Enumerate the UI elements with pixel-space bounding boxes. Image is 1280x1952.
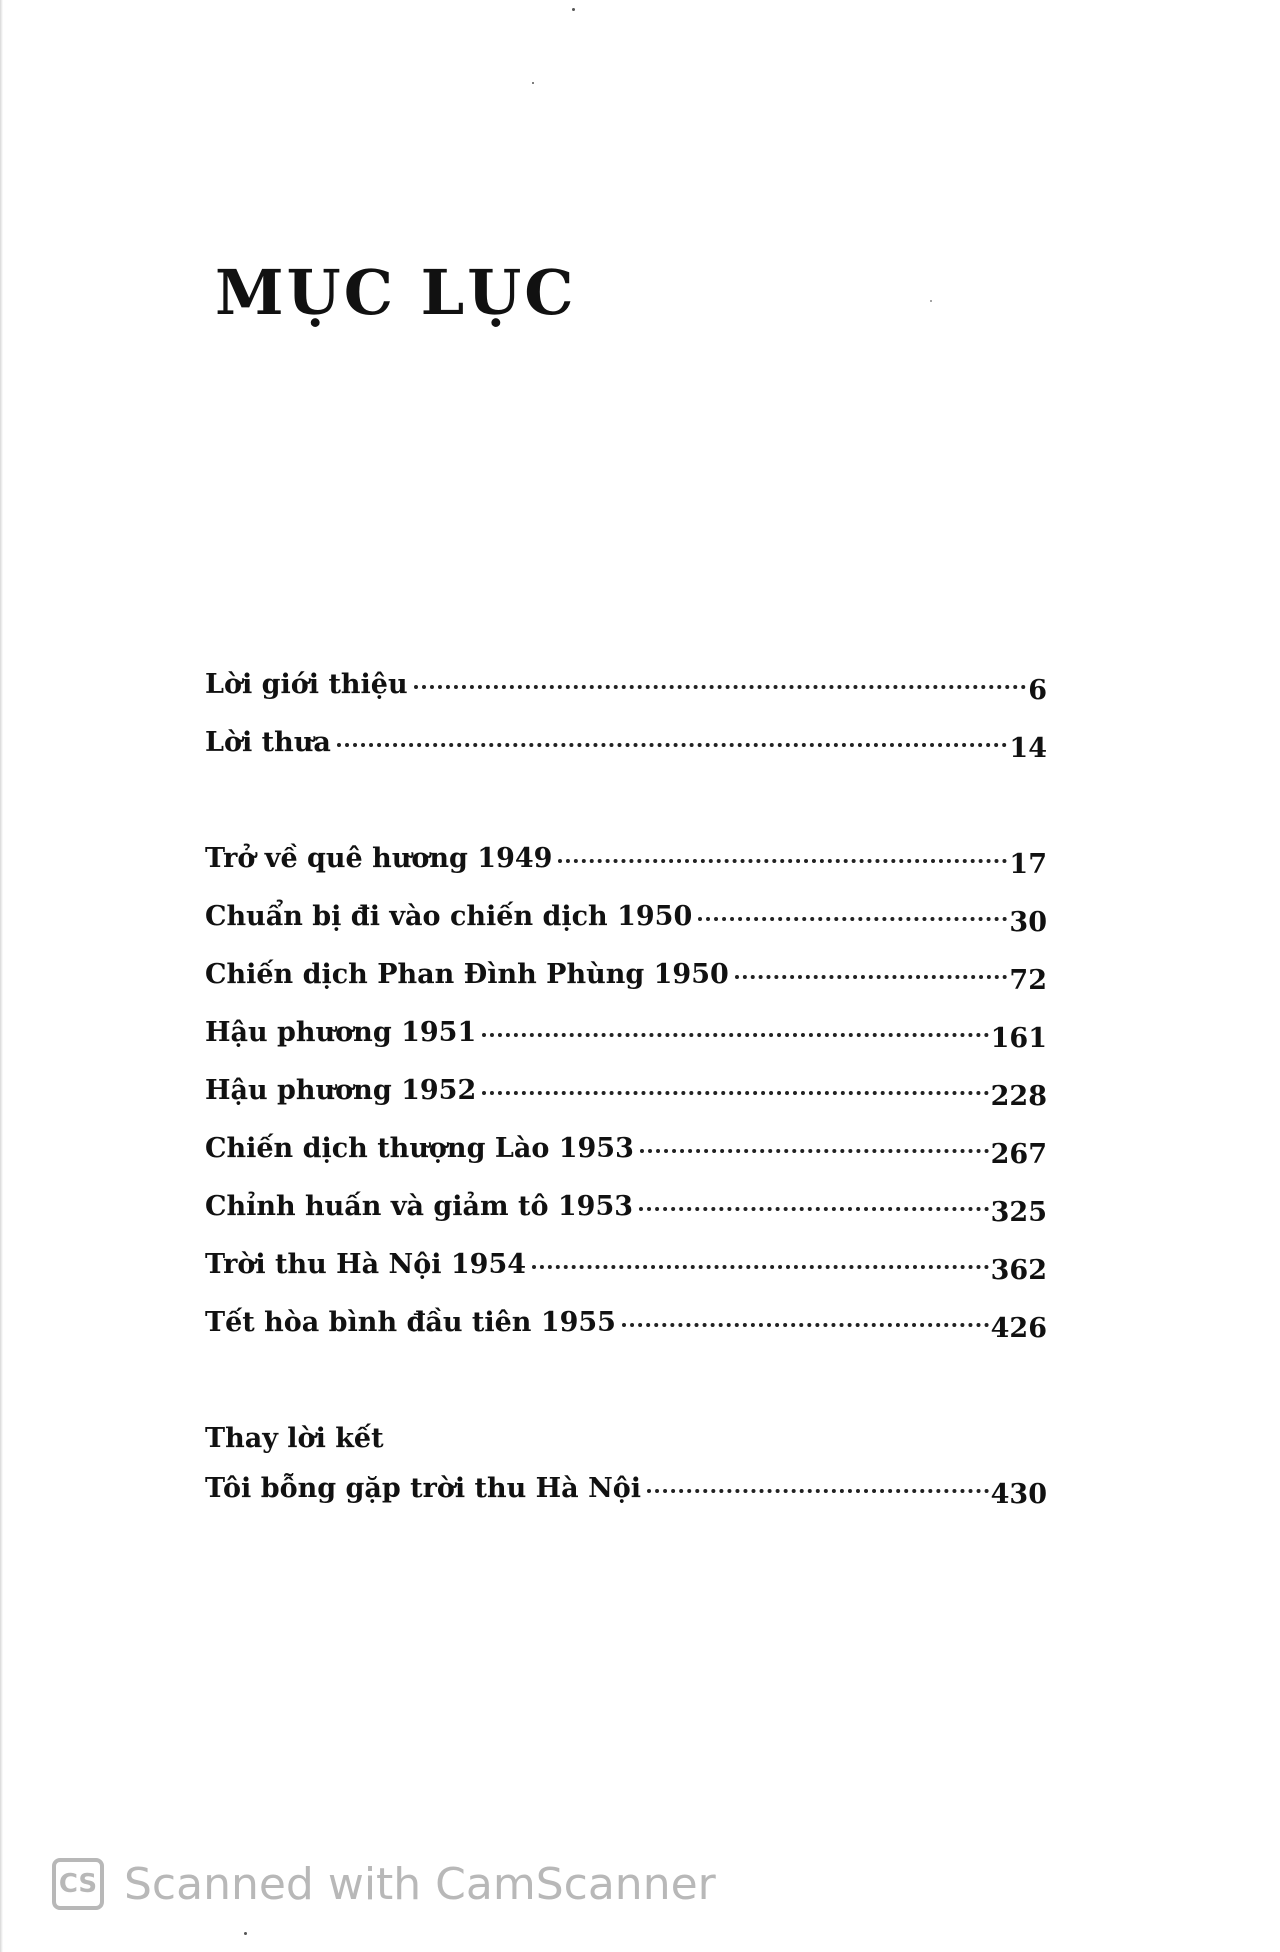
toc-entry-chapter-4 [205, 1016, 1047, 1054]
toc-entry-chapter-5 [205, 1074, 1047, 1112]
toc-entry-label: Tôi bỗng gặp trời thu Hà Nội [205, 1473, 642, 1504]
toc-entry-page: 14 [1009, 733, 1047, 764]
toc-entry-page: 72 [1009, 965, 1047, 996]
toc-entry-label: Lời thưa [205, 727, 331, 758]
toc-entry-page: 426 [990, 1313, 1047, 1344]
toc-entry-chapter-9 [205, 1306, 1047, 1344]
toc-entry-label: Hậu phương 1951 [205, 1017, 477, 1048]
toc-entry-label: Chiến dịch Phan Đình Phùng 1950 [205, 959, 729, 990]
toc-dot-leader [639, 1207, 989, 1211]
toc-entry-chapter-7 [205, 1190, 1047, 1228]
toc-entry-page: 17 [1009, 849, 1047, 880]
toc-entry-chapter-3 [205, 958, 1047, 996]
toc-dot-leader [698, 917, 1007, 921]
toc-entry-label: Chuẩn bị đi vào chiến dịch 1950 [205, 901, 693, 932]
toc-dot-leader [647, 1489, 989, 1493]
toc-entry-page: 30 [1009, 907, 1047, 938]
toc-epilogue-heading: Thay lời kết [205, 1423, 384, 1454]
toc-entry-intro [205, 668, 1047, 706]
toc-entry-foreword [205, 726, 1047, 764]
scan-speck [930, 300, 932, 302]
toc-entry-label: Lời giới thiệu [205, 669, 408, 700]
toc-entry-page: 362 [990, 1255, 1047, 1286]
page-edge-shadow [0, 0, 3, 1952]
camscanner-logo-icon: CS [52, 1858, 104, 1910]
toc-entry-chapter-1 [205, 842, 1047, 880]
toc-entry-label: Hậu phương 1952 [205, 1075, 477, 1106]
toc-entry-label: Tết hòa bình đầu tiên 1955 [205, 1307, 616, 1338]
page-title: MỤC LỤC [215, 256, 577, 329]
toc-entry-page: 267 [990, 1139, 1047, 1170]
scan-speck [532, 82, 534, 84]
toc-entry-label: Chỉnh huấn và giảm tô 1953 [205, 1191, 634, 1222]
toc-entry-epilogue [205, 1472, 1047, 1510]
toc-entry-chapter-6 [205, 1132, 1047, 1170]
watermark-text: Scanned with CamScanner [124, 1858, 716, 1910]
toc-entry-page: 161 [990, 1023, 1047, 1054]
toc-entry-chapter-2 [205, 900, 1047, 938]
toc-entry-page: 228 [990, 1081, 1047, 1112]
scan-speck [244, 1932, 247, 1935]
toc-entry-label: Chiến dịch thượng Lào 1953 [205, 1133, 634, 1164]
toc-entry-label: Trở về quê hương 1949 [205, 843, 553, 874]
toc-dot-leader [337, 743, 1008, 747]
toc-entry-page: 6 [1028, 675, 1047, 706]
toc-dot-leader [414, 685, 1027, 689]
toc-dot-leader [735, 975, 1008, 979]
toc-entry-chapter-8 [205, 1248, 1047, 1286]
toc-entry-label: Trời thu Hà Nội 1954 [205, 1249, 527, 1280]
scan-speck [572, 8, 575, 11]
toc-dot-leader [482, 1033, 988, 1037]
toc-dot-leader [482, 1091, 988, 1095]
toc-entry-page: 430 [990, 1479, 1047, 1510]
toc-dot-leader [558, 859, 1007, 863]
toc-dot-leader [622, 1323, 989, 1327]
camscanner-watermark [52, 1858, 716, 1910]
toc-dot-leader [640, 1149, 989, 1153]
toc-dot-leader [532, 1265, 989, 1269]
toc-entry-page: 325 [990, 1197, 1047, 1228]
